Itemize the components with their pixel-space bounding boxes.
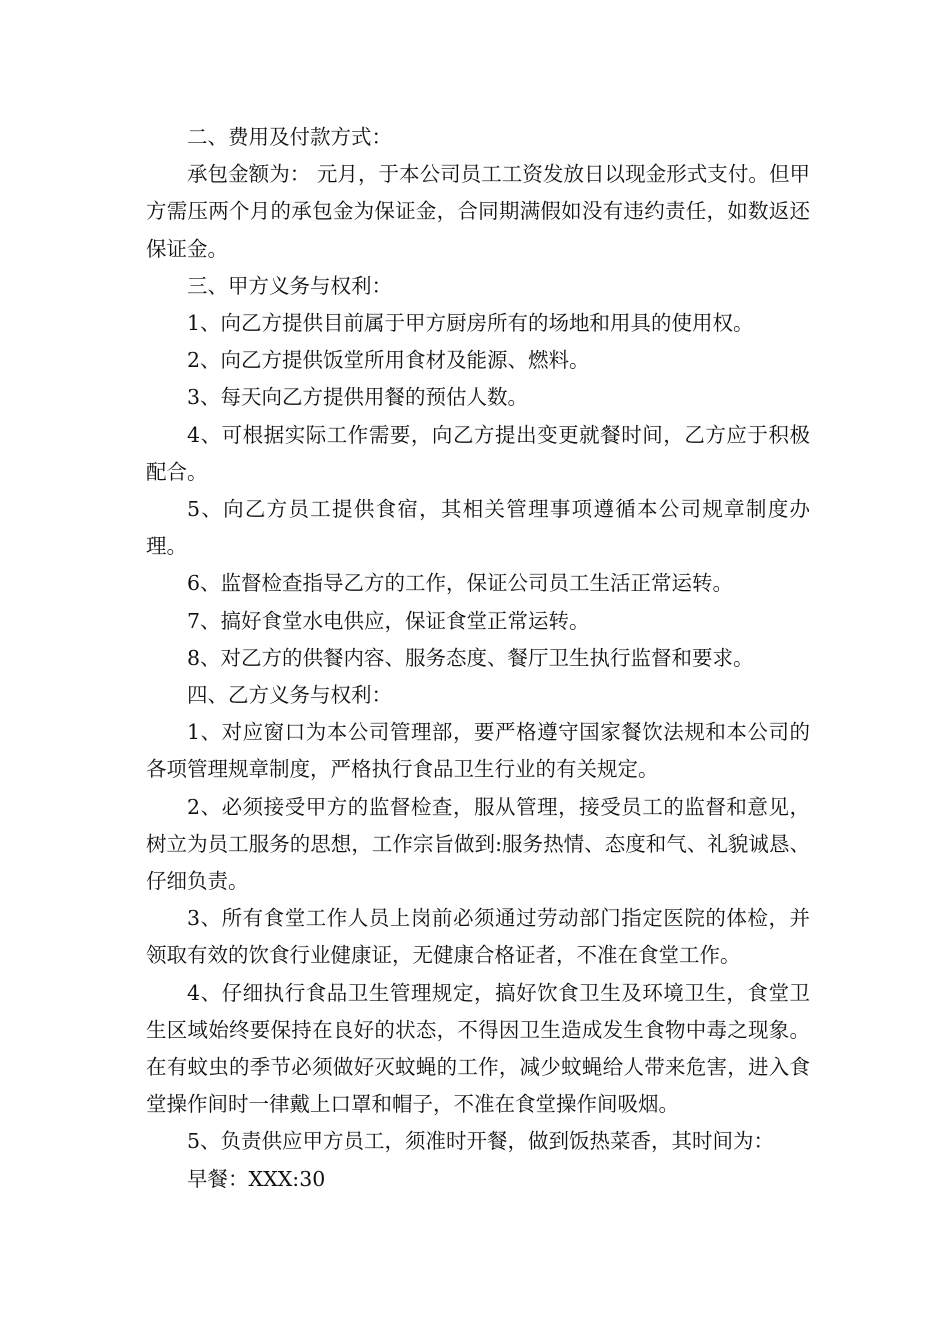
party-a-item-6: 6、监督检查指导乙方的工作，保证公司员工生活正常运转。 [187,571,734,596]
party-a-item-7: 7、搞好食堂水电供应，保证食堂正常运转。 [187,608,590,633]
section-heading-party-b: 四、乙方义务与权利： [187,683,392,708]
party-b-item-1: 1、对应窗口为本公司管理部，要严格遵守国家餐饮法规和本公司的各项管理规章制度，严格执行食品卫生行业的有关规定。 [146,720,810,782]
party-a-item-5: 5、向乙方员工提供食宿，其相关管理事项遵循本公司规章制度办理。 [146,497,810,559]
party-a-item-1: 1、向乙方提供目前属于甲方厨房所有的场地和用具的使用权。 [187,311,754,336]
party-a-item-4: 4、可根据实际工作需要，向乙方提出变更就餐时间，乙方应于积极配合。 [146,422,810,484]
section-heading-party-a: 三、甲方义务与权利： [187,273,392,298]
party-b-item-5: 5、负责供应甲方员工，须准时开餐，做到饭热菜香，其时间为： [187,1129,775,1154]
document-body [146,119,810,1198]
breakfast-time: 早餐：XXX:30 [187,1166,326,1191]
party-b-item-3: 3、所有食堂工作人员上岗前必须通过劳动部门指定医院的体检，并领取有效的饮食行业健康证，无健康合格证者，不准在食堂工作。 [146,906,810,968]
paragraph-contract-amount: 承包金额为： 元月，于本公司员工工资发放日以现金形式支付。但甲方需压两个月的承包金为保证金，合同期满假如没有违约责任，如数返还保证金。 [146,162,810,261]
party-a-item-2: 2、向乙方提供饭堂所用食材及能源、燃料。 [187,348,590,373]
section-heading-fees: 二、费用及付款方式： [187,125,392,149]
party-a-item-3: 3、每天向乙方提供用餐的预估人数。 [187,385,529,410]
party-a-item-8: 8、对乙方的供餐内容、服务态度、餐厅卫生执行监督和要求。 [187,645,754,670]
party-b-item-2: 2、必须接受甲方的监督检查，服从管理，接受员工的监督和意见，树立为员工服务的思想，工作宗旨做到:服务热情、态度和气、礼貌诚恳、仔细负责。 [146,794,810,894]
party-b-item-4: 4、仔细执行食品卫生管理规定，搞好饮食卫生及环境卫生，食堂卫生区域始终要保持在良好的状态，不得因卫生造成发生食物中毒之现象。在有蚊虫的季节必须做好灭蚊蝇的工作，减少蚊蝇给人带来危害，进入食堂操作间时一律戴上口罩和帽子，不准在食堂操作间吸烟。 [146,980,810,1117]
